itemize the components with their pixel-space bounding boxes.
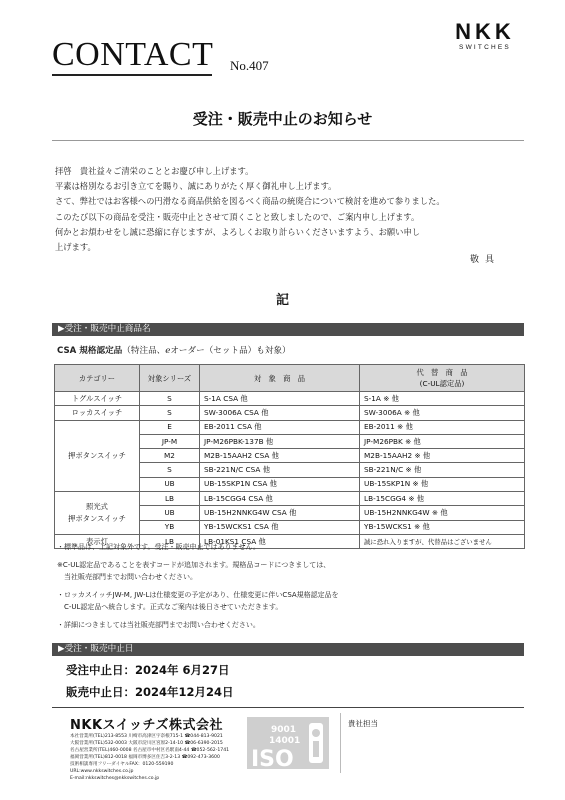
nkk-logo bbox=[445, 20, 525, 54]
address-line: 大阪営業所(TEL)532-0003 大阪市淀川区宮原2-14-10 ☎06-6390-2015 bbox=[70, 741, 223, 746]
cell-series: JP-M bbox=[140, 434, 200, 448]
notes bbox=[57, 541, 527, 631]
iso-emblem-icon bbox=[309, 723, 323, 763]
cell-series: UB bbox=[140, 477, 200, 491]
csa-bold: CSA 規格認定品 bbox=[57, 346, 123, 356]
csa-note: （特注品、ℯオーダー（セット品）も対象） bbox=[122, 346, 291, 356]
cell-alternative: EB-2011 ※ 他 bbox=[360, 420, 525, 434]
body-line: 上げます。 bbox=[55, 242, 96, 253]
iso-certification-logo bbox=[247, 717, 329, 769]
iso-9001-text: 9001 bbox=[271, 725, 297, 735]
cell-series: YB bbox=[140, 520, 200, 534]
products-heading: ▶受注・販売中止商品名 bbox=[52, 323, 524, 336]
product-table bbox=[54, 364, 525, 549]
letter-body bbox=[55, 164, 525, 255]
cell-series: S bbox=[140, 463, 200, 477]
note-line: ※C-UL認定品であることを表すコードが追加されます。規格品コードにつきましては、 bbox=[57, 561, 331, 569]
header-series: 対象シリーズ bbox=[140, 365, 200, 392]
table-row bbox=[55, 406, 525, 420]
notice-title: 受注・販売中止のお知らせ bbox=[192, 110, 373, 128]
logo-sub: SWITCHES bbox=[459, 44, 511, 51]
cell-category: トグルスイッチ bbox=[55, 392, 140, 406]
note-line: C-UL認定品へ統合します。正式なご案内は後日させていただきます。 bbox=[57, 603, 283, 611]
ki-heading: 記 bbox=[275, 293, 289, 308]
cell-target: JP-M26PBK-137B 他 bbox=[200, 434, 360, 448]
cell-target: LB-15CGG4 CSA 他 bbox=[200, 492, 360, 506]
address-line: 福岡営業所(TEL)812-0018 福岡市博多区住吉3-2-13 ☎092-473-3600 bbox=[70, 755, 220, 760]
cell-series: S bbox=[140, 392, 200, 406]
address-line: E-mail:nkkswitches@nkkswitches.co.jp bbox=[70, 776, 160, 781]
cell-category bbox=[55, 492, 140, 535]
logo-main: NKK bbox=[455, 19, 515, 44]
dates-heading: ▶受注・販売中止日 bbox=[52, 643, 524, 656]
contact-title: CONTACT bbox=[52, 36, 214, 73]
cell-alternative: UB-15SKP1N ※ 他 bbox=[360, 477, 525, 491]
csa-line bbox=[57, 344, 291, 356]
table-header-row bbox=[55, 365, 525, 392]
table-row bbox=[55, 420, 525, 434]
cell-alternative: YB-15WCKS1 ※ 他 bbox=[360, 520, 525, 534]
cell-alternative: 誠に恐れ入りますが、代替品はございません bbox=[360, 534, 525, 548]
address-line: 本社営業所(TEL)213-8553 川崎市高津区宇奈根715-1 ☎044-813-9021 bbox=[70, 734, 223, 739]
footer-divider bbox=[52, 707, 524, 708]
cell-target: EB-2011 CSA 他 bbox=[200, 420, 360, 434]
iso-14001-text: 14001 bbox=[269, 736, 301, 746]
cell-target: UB-15SKP1N CSA 他 bbox=[200, 477, 360, 491]
cell-target: UB-15H2NNKG4W CSA 他 bbox=[200, 506, 360, 520]
category-line: 照光式 bbox=[86, 502, 108, 512]
cell-alternative: UB-15H2NNKG4W ※ 他 bbox=[360, 506, 525, 520]
cell-alternative: LB-15CGG4 ※ 他 bbox=[360, 492, 525, 506]
cell-target: SW-3006A CSA 他 bbox=[200, 406, 360, 420]
address-line: URL:www.nkkswitches.co.jp bbox=[70, 769, 134, 774]
body-line: 拝啓 貴社益々ご清栄のこととお慶び申し上げます。 bbox=[55, 166, 254, 176]
address-line: 技術相談専用フリーダイヤルFAX：0120-559190 bbox=[70, 762, 174, 767]
category-line: 押ボタンスイッチ bbox=[68, 514, 126, 524]
note-line: ・詳細につきましては当社販売部門までお問い合わせください。 bbox=[57, 621, 260, 629]
order-stop-date: 受注中止日：2024年 6月27日 bbox=[66, 663, 230, 677]
cell-target: M2B-15AAH2 CSA 他 bbox=[200, 449, 360, 463]
cell-series: LB bbox=[140, 492, 200, 506]
cell-target: LB-01KS1 CSA 他 bbox=[200, 534, 360, 548]
cell-target: SB-221N/C CSA 他 bbox=[200, 463, 360, 477]
note-line: ・ロッカスイッチJW-M, JW-Lは仕様変更の予定があり、仕様変更に伴いCSA規格認定品を bbox=[57, 591, 339, 599]
cell-category: ロッカスイッチ bbox=[55, 406, 140, 420]
note-line: ・標準品は、上記対象外です。受注・販売中止ではありません。 bbox=[57, 543, 260, 551]
signoff: 敬具 bbox=[470, 255, 501, 265]
body-line: 何かとお煩わせをし誠に恐縮に存じますが、よろしくお取り計らいくださいますよう、お願い申し bbox=[55, 226, 421, 237]
header-target: 対 象 商 品 bbox=[200, 365, 360, 392]
cell-alternative: SB-221N/C ※ 他 bbox=[360, 463, 525, 477]
iso-word: ISO bbox=[251, 747, 294, 769]
header-category: カテゴリー bbox=[55, 365, 140, 392]
cell-target: YB-15WCKS1 CSA 他 bbox=[200, 520, 360, 534]
address-line: 名古屋営業所(TEL)460-0008 名古屋市中村区名駅南4-44 ☎052-562-1741 bbox=[70, 748, 230, 753]
cell-series: M2 bbox=[140, 449, 200, 463]
note-line: 当社販売部門までお問い合わせください。 bbox=[57, 573, 197, 581]
cell-series: LB bbox=[140, 534, 200, 548]
cell-category: 押ボタンスイッチ bbox=[55, 420, 140, 491]
cell-series: E bbox=[140, 420, 200, 434]
header-alternative bbox=[360, 365, 525, 392]
address-block bbox=[70, 733, 229, 782]
body-line: 平素は格別なるお引き立てを賜り、誠にありがたく厚く御礼申し上げます。 bbox=[55, 181, 337, 192]
cell-alternative: S-1A ※ 他 bbox=[360, 392, 525, 406]
cell-alternative: JP-M26PBK ※ 他 bbox=[360, 434, 525, 448]
body-line: このたび以下の商品を受注・販売中止とさせて頂くことと致しましたので、ご案内申し上げます。 bbox=[55, 211, 420, 222]
title-underline bbox=[52, 74, 212, 76]
cell-alternative: M2B-15AAH2 ※ 他 bbox=[360, 449, 525, 463]
table-row bbox=[55, 392, 525, 406]
header-alt-title: 代 替 商 品 bbox=[416, 368, 468, 377]
header-alt-sub: (C-UL認定品) bbox=[419, 379, 465, 388]
divider bbox=[52, 140, 524, 141]
body-line: さて、弊社ではお客様への円滑なる商品供給を図るべく商品の統廃合について検討を進めて参りました。 bbox=[55, 196, 445, 207]
document-number: No.407 bbox=[230, 58, 269, 73]
cell-category: 表示灯 bbox=[55, 534, 140, 548]
representative-label: 貴社担当 bbox=[348, 719, 378, 728]
sales-stop-date: 販売中止日：2024年12月24日 bbox=[66, 685, 234, 699]
cell-series: UB bbox=[140, 506, 200, 520]
cell-target: S-1A CSA 他 bbox=[200, 392, 360, 406]
cell-alternative: SW-3006A ※ 他 bbox=[360, 406, 525, 420]
cell-series: S bbox=[140, 406, 200, 420]
table-row bbox=[55, 492, 525, 506]
company-name: NKKスイッチズ株式会社 bbox=[70, 718, 223, 733]
